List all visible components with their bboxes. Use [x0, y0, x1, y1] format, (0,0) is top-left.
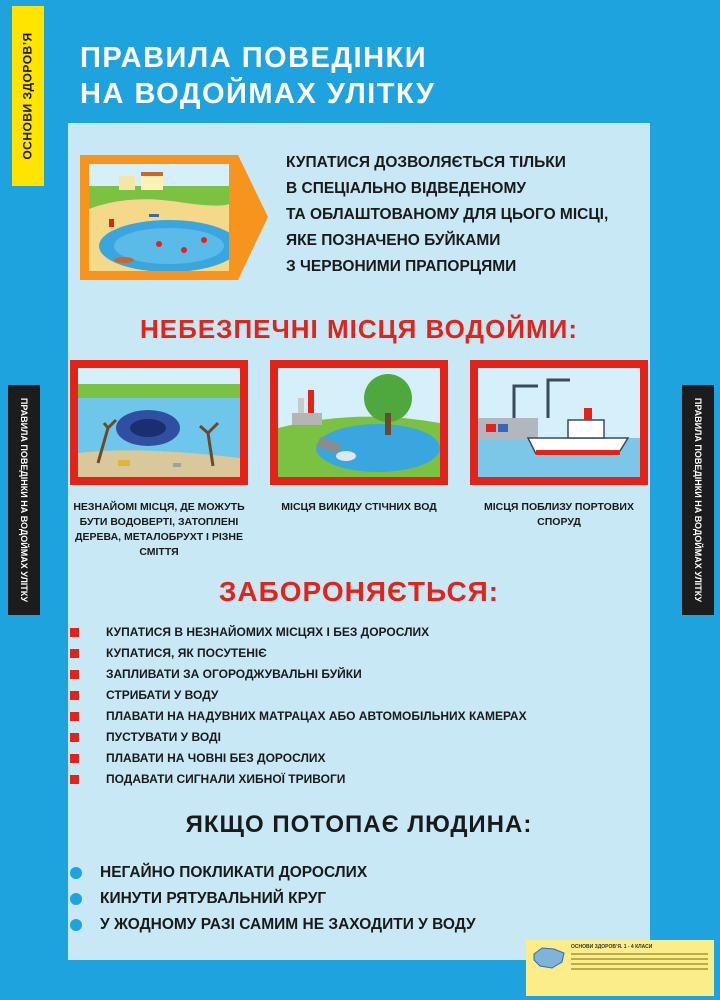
forbidden-title: ЗАБОРОНЯЄТЬСЯ:	[218, 576, 500, 607]
danger-caption-2: МІСЦЯ ВИКИДУ СТІЧНИХ ВОД	[281, 501, 437, 513]
poster-name-tab-right-label: ПРАВИЛА ПОВЕДІНКИ НА ВОДОЙМАХ УЛІТКУ	[693, 397, 704, 603]
ukraine-map-icon	[532, 944, 566, 972]
danger-illustration-frame-3	[470, 360, 648, 485]
poster-name-tab-right	[682, 385, 714, 615]
subject-tab	[12, 6, 44, 186]
port-illustration	[478, 368, 640, 477]
unknown-waters-illustration	[78, 368, 240, 477]
imprint-line	[571, 968, 708, 970]
intro-line: ЯКЕ ПОЗНАЧЕНО БУЙКАМИ	[286, 232, 501, 249]
poster-header	[80, 40, 435, 112]
drowning-help-list	[70, 860, 476, 938]
sewage-discharge-illustration	[278, 368, 440, 477]
list-item: ПУСТУВАТИ У ВОДІ	[70, 727, 527, 748]
poster-title	[80, 40, 435, 112]
intro-text	[286, 150, 646, 280]
imprint-line	[571, 953, 708, 955]
intro-line: З ЧЕРВОНИМИ ПРАПОРЦЯМИ	[286, 258, 517, 275]
list-item: ПОДАВАТИ СИГНАЛИ ХИБНОЇ ТРИВОГИ	[70, 769, 527, 790]
list-item: СТРИБАТИ У ВОДУ	[70, 685, 527, 706]
list-item: ПЛАВАТИ НА ЧОВНІ БЕЗ ДОРОСЛИХ	[70, 748, 527, 769]
poster-title-line-2: НА ВОДОЙМАХ УЛІТКУ	[80, 78, 436, 110]
danger-caption-1: НЕЗНАЙОМІ МІСЦЯ, ДЕ МОЖУТЬ БУТИ ВОДОВЕРТІ, ЗАТОПЛЕНІ ДЕРЕВА, МЕТАЛОБРУХТ І РІЗНЕ СМІТТЯ	[73, 501, 245, 558]
publisher-imprint	[526, 940, 714, 996]
intro-line: КУПАТИСЯ ДОЗВОЛЯЄТЬСЯ ТІЛЬКИ	[286, 154, 566, 171]
list-item: НЕГАЙНО ПОКЛИКАТИ ДОРОСЛИХ	[70, 860, 476, 886]
dangerous-places-title: НЕБЕЗПЕЧНІ МІСЦЯ ВОДОЙМИ:	[140, 314, 578, 344]
beach-illustration-frame	[80, 155, 238, 280]
subject-tab-label: ОСНОВИ ЗДОРОВ’Я	[21, 32, 35, 160]
poster-name-tab-left	[8, 385, 40, 615]
list-item: У ЖОДНОМУ РАЗІ САМИМ НЕ ЗАХОДИТИ У ВОДУ	[70, 912, 476, 938]
list-item: КУПАТИСЯ, ЯК ПОСУТЕНІЄ	[70, 643, 527, 664]
list-item: ЗАПЛИВАТИ ЗА ОГОРОДЖУВАЛЬНІ БУЙКИ	[70, 664, 527, 685]
beach-pointer-arrow	[238, 155, 268, 280]
beach-illustration	[89, 164, 229, 271]
poster-name-tab-left-label: ПРАВИЛА ПОВЕДІНКИ НА ВОДОЙМАХ УЛІТКУ	[19, 397, 30, 603]
poster-title-line-1: ПРАВИЛА ПОВЕДІНКИ	[80, 42, 428, 74]
list-item: КИНУТИ РЯТУВАЛЬНИЙ КРУГ	[70, 886, 476, 912]
imprint-line	[571, 958, 708, 960]
imprint-line	[571, 963, 708, 965]
imprint-title: ОСНОВИ ЗДОРОВ’Я. 1 - 4 КЛАСИ	[571, 944, 653, 950]
danger-illustration-frame-1	[70, 360, 248, 485]
forbidden-list	[70, 622, 527, 790]
list-item: ПЛАВАТИ НА НАДУВНИХ МАТРАЦАХ АБО АВТОМОБІЛЬНИХ КАМЕРАХ	[70, 706, 527, 727]
intro-line: ТА ОБЛАШТОВАНОМУ ДЛЯ ЦЬОГО МІСЦІ,	[286, 206, 609, 223]
list-item: КУПАТИСЯ В НЕЗНАЙОМИХ МІСЦЯХ І БЕЗ ДОРОСЛИХ	[70, 622, 527, 643]
danger-caption-3: МІСЦЯ ПОБЛИЗУ ПОРТОВИХ СПОРУД	[484, 501, 634, 528]
drowning-title: ЯКЩО ПОТОПАЄ ЛЮДИНА:	[185, 811, 533, 838]
intro-line: В СПЕЦІАЛЬНО ВІДВЕДЕНОМУ	[286, 180, 527, 197]
danger-illustration-frame-2	[270, 360, 448, 485]
